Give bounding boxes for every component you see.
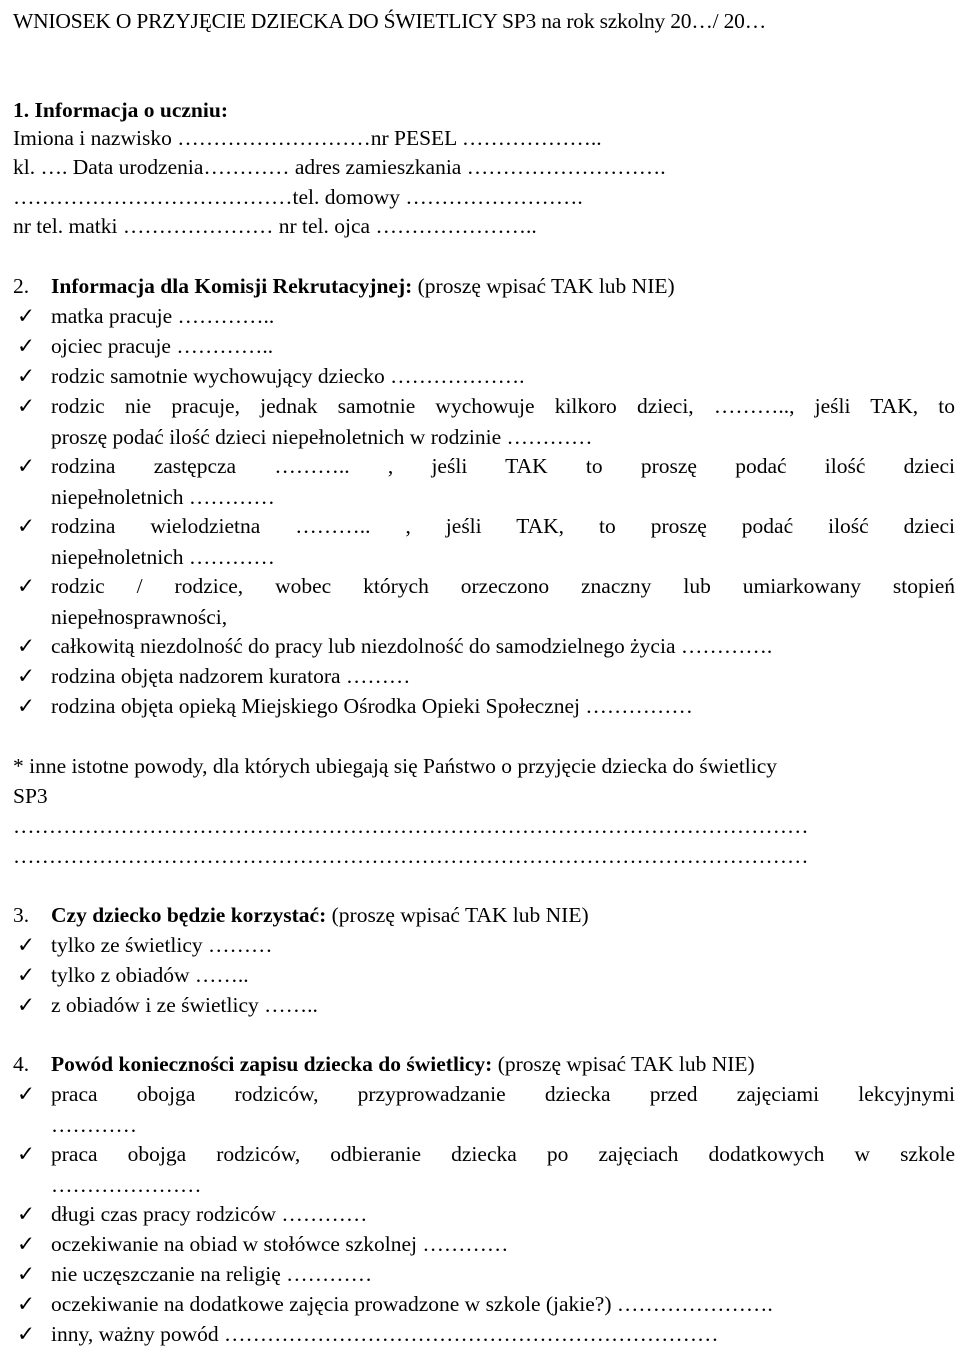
item-continuation: …………………	[51, 1173, 202, 1197]
check-icon: ✓	[16, 364, 35, 388]
item-text: nie uczęszczanie na religię …………	[51, 1262, 373, 1286]
student-name-pesel-line: Imiona i nazwisko ………………………nr PESEL ………………..	[13, 126, 602, 150]
section3-heading-bold: Czy dziecko będzie korzystać:	[51, 903, 327, 927]
check-icon: ✓	[16, 1262, 35, 1286]
check-icon: ✓	[16, 1142, 35, 1166]
other-reasons-dots: …………………………………………………………………………………………………	[13, 814, 809, 838]
check-icon: ✓	[16, 1202, 35, 1226]
check-icon: ✓	[16, 1232, 35, 1256]
class-birthdate-address-line: kl. …. Data urodzenia………… adres zamieszkania ……………………….	[13, 155, 666, 179]
item-text: oczekiwanie na obiad w stołówce szkolnej …………	[51, 1232, 509, 1256]
section3-heading	[13, 902, 955, 928]
section4-heading-note: (proszę wpisać TAK lub NIE)	[492, 1052, 755, 1076]
section2-heading-text	[51, 273, 675, 299]
item-text: rodzic nie pracuje, jednak samotnie wychowuje kilkoro dzieci, ……….., jeśli TAK, to	[51, 394, 955, 418]
item-text: rodzina objęta nadzorem kuratora ………	[51, 664, 411, 688]
check-icon: ✓	[16, 574, 35, 598]
check-icon: ✓	[16, 334, 35, 358]
section2-heading	[13, 273, 955, 299]
section3-number: 3.	[13, 903, 30, 927]
item-text: praca obojga rodziców, odbieranie dziecka po zajęciach dodatkowych w szkole	[51, 1142, 955, 1166]
section4-heading	[13, 1051, 955, 1077]
item-text: rodzic samotnie wychowujący dziecko ……………….	[51, 364, 525, 388]
section3-heading-note: (proszę wpisać TAK lub NIE)	[326, 903, 589, 927]
item-continuation: …………	[51, 1113, 137, 1137]
check-icon: ✓	[16, 933, 35, 957]
item-text: rodzina objęta opieką Miejskiego Ośrodka Opieki Społecznej ……………	[51, 694, 693, 718]
check-icon: ✓	[16, 664, 35, 688]
check-icon: ✓	[16, 1292, 35, 1316]
form-title: WNIOSEK O PRZYJĘCIE DZIECKA DO ŚWIETLICY SP3 na rok szkolny 20…/ 20…	[13, 9, 766, 33]
item-continuation: niepełnoletnich …………	[51, 485, 275, 509]
home-phone-line: …………………………………tel. domowy …………………….	[13, 185, 583, 209]
item-text: tylko z obiadów ……..	[51, 963, 249, 987]
item-text: ojciec pracuje …………..	[51, 334, 274, 358]
item-text: praca obojga rodziców, przyprowadzanie dziecka przed zajęciami lekcyjnymi	[51, 1082, 955, 1106]
item-text: inny, ważny powód ……………………………………………………………	[51, 1322, 719, 1346]
item-continuation: niepełnoletnich …………	[51, 545, 275, 569]
other-reasons-dots: …………………………………………………………………………………………………	[13, 844, 809, 868]
section2-number: 2.	[13, 274, 30, 298]
check-icon: ✓	[16, 304, 35, 328]
item-text: tylko ze świetlicy ………	[51, 933, 273, 957]
section4-number: 4.	[13, 1052, 30, 1076]
check-icon: ✓	[16, 993, 35, 1017]
check-icon: ✓	[16, 454, 35, 478]
section1-heading: 1. Informacja o uczniu:	[13, 98, 228, 122]
section4-heading-text	[51, 1051, 755, 1077]
check-icon: ✓	[16, 514, 35, 538]
item-text: rodzic / rodzice, wobec których orzeczono znaczny lub umiarkowany stopień	[51, 574, 955, 598]
item-text: całkowitą niezdolność do pracy lub niezdolność do samodzielnego życia ………….	[51, 634, 773, 658]
section4-heading-bold: Powód konieczności zapisu dziecka do świetlicy:	[51, 1052, 493, 1076]
section2-heading-bold: Informacja dla Komisji Rekrutacyjnej:	[51, 274, 413, 298]
item-text: rodzina wielodzietna ……….. , jeśli TAK, to proszę podać ilość dzieci	[51, 514, 955, 538]
item-continuation: proszę podać ilość dzieci niepełnoletnich w rodzinie …………	[51, 425, 593, 449]
section3-heading-text	[51, 902, 589, 928]
check-icon: ✓	[16, 694, 35, 718]
check-icon: ✓	[16, 634, 35, 658]
check-icon: ✓	[16, 963, 35, 987]
check-icon: ✓	[16, 1082, 35, 1106]
check-icon: ✓	[16, 394, 35, 418]
item-text: matka pracuje …………..	[51, 304, 275, 328]
parents-phone-line: nr tel. matki ………………… nr tel. ojca …………………..	[13, 214, 537, 238]
item-text: długi czas pracy rodziców …………	[51, 1202, 368, 1226]
check-icon: ✓	[16, 1322, 35, 1346]
item-text: z obiadów i ze świetlicy ……..	[51, 993, 318, 1017]
other-reasons-line-2: SP3	[13, 784, 48, 808]
item-text: oczekiwanie na dodatkowe zajęcia prowadzone w szkole (jakie?) ………………….	[51, 1292, 773, 1316]
section2-heading-note: (proszę wpisać TAK lub NIE)	[412, 274, 675, 298]
item-text: rodzina zastępcza ……….. , jeśli TAK to proszę podać ilość dzieci	[51, 454, 955, 478]
other-reasons-line: * inne istotne powody, dla których ubiegają się Państwo o przyjęcie dziecka do świetlicy	[13, 754, 778, 778]
item-continuation: niepełnosprawności,	[51, 605, 228, 629]
